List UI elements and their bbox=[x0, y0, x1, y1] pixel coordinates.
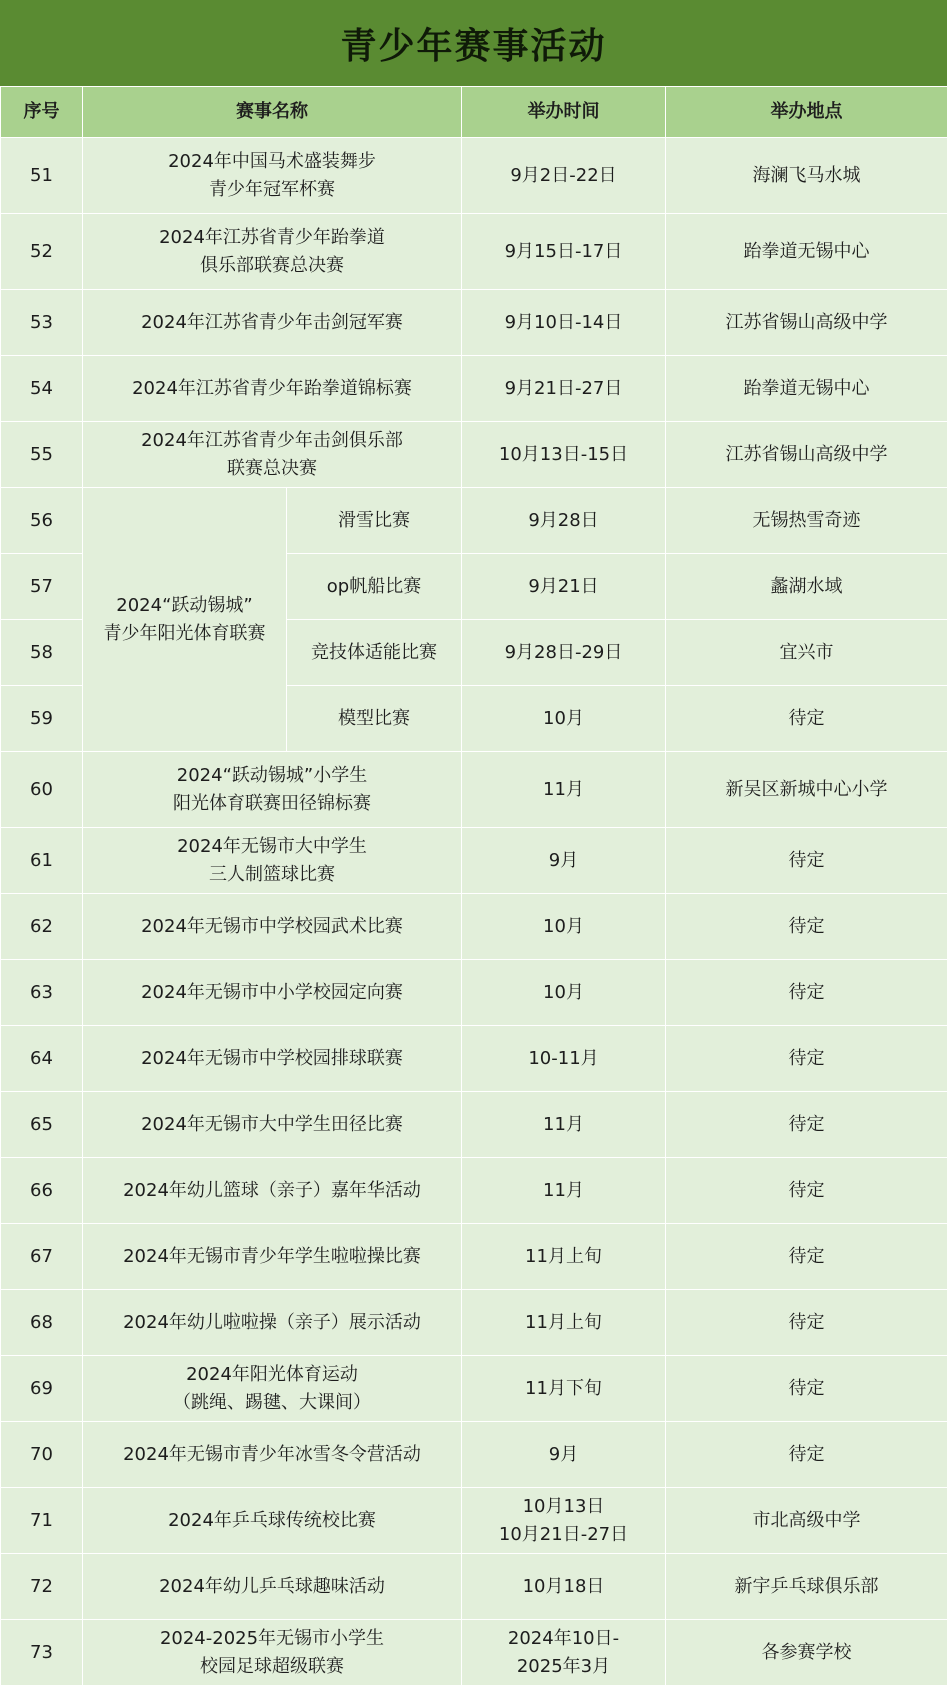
cell-place: 跆拳道无锡中心 bbox=[666, 356, 947, 422]
cell-place: 新宇乒乓球俱乐部 bbox=[666, 1554, 947, 1620]
cell-seq: 57 bbox=[1, 554, 83, 620]
cell-name: 2024年幼儿乒乓球趣味活动 bbox=[83, 1554, 462, 1620]
cell-place: 市北高级中学 bbox=[666, 1488, 947, 1554]
cell-name: 2024年江苏省青少年击剑俱乐部 联赛总决赛 bbox=[83, 422, 462, 488]
cell-time: 9月2日-22日 bbox=[462, 138, 666, 214]
cell-name: 2024年江苏省青少年跆拳道锦标赛 bbox=[83, 356, 462, 422]
cell-time: 9月28日-29日 bbox=[462, 620, 666, 686]
table-row bbox=[1, 1356, 947, 1422]
cell-seq: 72 bbox=[1, 1554, 83, 1620]
table-row bbox=[1, 422, 947, 488]
header-seq: 序号 bbox=[1, 87, 83, 138]
cell-group-name: 2024“跃动锡城” 青少年阳光体育联赛 bbox=[83, 488, 287, 752]
cell-name: 2024年无锡市大中学生 三人制篮球比赛 bbox=[83, 828, 462, 894]
cell-name: 2024年无锡市中小学校园定向赛 bbox=[83, 960, 462, 1026]
cell-place: 待定 bbox=[666, 960, 947, 1026]
cell-time: 10月13日-15日 bbox=[462, 422, 666, 488]
cell-seq: 52 bbox=[1, 214, 83, 290]
cell-seq: 73 bbox=[1, 1620, 83, 1686]
cell-seq: 58 bbox=[1, 620, 83, 686]
cell-time: 10月13日 10月21日-27日 bbox=[462, 1488, 666, 1554]
table-row bbox=[1, 1026, 947, 1092]
cell-time: 9月21日 bbox=[462, 554, 666, 620]
cell-time: 9月10日-14日 bbox=[462, 290, 666, 356]
cell-seq: 51 bbox=[1, 138, 83, 214]
cell-place: 蠡湖水域 bbox=[666, 554, 947, 620]
cell-name: 2024年无锡市中学校园武术比赛 bbox=[83, 894, 462, 960]
cell-seq: 65 bbox=[1, 1092, 83, 1158]
table-row bbox=[1, 752, 947, 828]
cell-seq: 59 bbox=[1, 686, 83, 752]
cell-place: 无锡热雪奇迹 bbox=[666, 488, 947, 554]
cell-sub-name: 滑雪比赛 bbox=[287, 488, 462, 554]
table-row bbox=[1, 356, 947, 422]
cell-place: 宜兴市 bbox=[666, 620, 947, 686]
cell-seq: 68 bbox=[1, 1290, 83, 1356]
cell-time: 10-11月 bbox=[462, 1026, 666, 1092]
cell-time: 11月 bbox=[462, 752, 666, 828]
cell-time: 9月21日-27日 bbox=[462, 356, 666, 422]
cell-time: 11月上旬 bbox=[462, 1290, 666, 1356]
cell-name: 2024年幼儿篮球（亲子）嘉年华活动 bbox=[83, 1158, 462, 1224]
title-bar bbox=[0, 0, 947, 86]
cell-place: 江苏省锡山高级中学 bbox=[666, 290, 947, 356]
cell-name: 2024年乒乓球传统校比赛 bbox=[83, 1488, 462, 1554]
header-time: 举办时间 bbox=[462, 87, 666, 138]
table-row bbox=[1, 1290, 947, 1356]
cell-seq: 70 bbox=[1, 1422, 83, 1488]
cell-seq: 67 bbox=[1, 1224, 83, 1290]
cell-name: 2024年无锡市大中学生田径比赛 bbox=[83, 1092, 462, 1158]
cell-seq: 63 bbox=[1, 960, 83, 1026]
cell-time: 10月 bbox=[462, 894, 666, 960]
cell-place: 待定 bbox=[666, 1356, 947, 1422]
cell-time: 10月18日 bbox=[462, 1554, 666, 1620]
cell-name: 2024年幼儿啦啦操（亲子）展示活动 bbox=[83, 1290, 462, 1356]
cell-place: 待定 bbox=[666, 1158, 947, 1224]
cell-name: 2024“跃动锡城”小学生 阳光体育联赛田径锦标赛 bbox=[83, 752, 462, 828]
cell-place: 待定 bbox=[666, 828, 947, 894]
table-row bbox=[1, 1092, 947, 1158]
cell-place: 待定 bbox=[666, 1224, 947, 1290]
table-row bbox=[1, 960, 947, 1026]
table-row bbox=[1, 488, 947, 554]
table-row bbox=[1, 894, 947, 960]
table-row bbox=[1, 1224, 947, 1290]
table-row bbox=[1, 1422, 947, 1488]
table-row bbox=[1, 1620, 947, 1686]
cell-seq: 64 bbox=[1, 1026, 83, 1092]
cell-place: 跆拳道无锡中心 bbox=[666, 214, 947, 290]
cell-time: 9月28日 bbox=[462, 488, 666, 554]
cell-name: 2024年无锡市青少年冰雪冬令营活动 bbox=[83, 1422, 462, 1488]
table-row bbox=[1, 828, 947, 894]
cell-seq: 66 bbox=[1, 1158, 83, 1224]
cell-sub-name: 模型比赛 bbox=[287, 686, 462, 752]
table-row bbox=[1, 1488, 947, 1554]
header-place: 举办地点 bbox=[666, 87, 947, 138]
cell-sub-name: op帆船比赛 bbox=[287, 554, 462, 620]
cell-time: 10月 bbox=[462, 686, 666, 752]
table-row bbox=[1, 1158, 947, 1224]
table-row bbox=[1, 138, 947, 214]
cell-seq: 53 bbox=[1, 290, 83, 356]
cell-time: 10月 bbox=[462, 960, 666, 1026]
table-row bbox=[1, 290, 947, 356]
cell-place: 待定 bbox=[666, 894, 947, 960]
cell-place: 江苏省锡山高级中学 bbox=[666, 422, 947, 488]
cell-time: 11月下旬 bbox=[462, 1356, 666, 1422]
cell-name: 2024-2025年无锡市小学生 校园足球超级联赛 bbox=[83, 1620, 462, 1686]
cell-place: 待定 bbox=[666, 1422, 947, 1488]
header-name: 赛事名称 bbox=[83, 87, 462, 138]
cell-name: 2024年无锡市青少年学生啦啦操比赛 bbox=[83, 1224, 462, 1290]
cell-seq: 69 bbox=[1, 1356, 83, 1422]
header-row bbox=[1, 87, 947, 138]
cell-time: 9月 bbox=[462, 1422, 666, 1488]
cell-time: 11月上旬 bbox=[462, 1224, 666, 1290]
cell-name: 2024年江苏省青少年跆拳道 俱乐部联赛总决赛 bbox=[83, 214, 462, 290]
cell-seq: 55 bbox=[1, 422, 83, 488]
cell-time: 11月 bbox=[462, 1158, 666, 1224]
cell-time: 9月 bbox=[462, 828, 666, 894]
cell-name: 2024年阳光体育运动 （跳绳、踢毽、大课间） bbox=[83, 1356, 462, 1422]
cell-place: 待定 bbox=[666, 1290, 947, 1356]
cell-name: 2024年江苏省青少年击剑冠军赛 bbox=[83, 290, 462, 356]
cell-seq: 60 bbox=[1, 752, 83, 828]
page-title: 青少年赛事活动 bbox=[340, 18, 606, 69]
cell-place: 待定 bbox=[666, 686, 947, 752]
events-table bbox=[0, 86, 947, 1686]
cell-time: 2024年10日- 2025年3月 bbox=[462, 1620, 666, 1686]
table-row bbox=[1, 214, 947, 290]
cell-sub-name: 竞技体适能比赛 bbox=[287, 620, 462, 686]
cell-place: 海澜飞马水城 bbox=[666, 138, 947, 214]
cell-seq: 62 bbox=[1, 894, 83, 960]
cell-seq: 61 bbox=[1, 828, 83, 894]
cell-time: 11月 bbox=[462, 1092, 666, 1158]
cell-seq: 71 bbox=[1, 1488, 83, 1554]
cell-seq: 54 bbox=[1, 356, 83, 422]
cell-place: 各参赛学校 bbox=[666, 1620, 947, 1686]
cell-name: 2024年无锡市中学校园排球联赛 bbox=[83, 1026, 462, 1092]
cell-place: 待定 bbox=[666, 1026, 947, 1092]
cell-time: 9月15日-17日 bbox=[462, 214, 666, 290]
cell-seq: 56 bbox=[1, 488, 83, 554]
table-row bbox=[1, 1554, 947, 1620]
cell-name: 2024年中国马术盛装舞步 青少年冠军杯赛 bbox=[83, 138, 462, 214]
cell-place: 新吴区新城中心小学 bbox=[666, 752, 947, 828]
cell-place: 待定 bbox=[666, 1092, 947, 1158]
